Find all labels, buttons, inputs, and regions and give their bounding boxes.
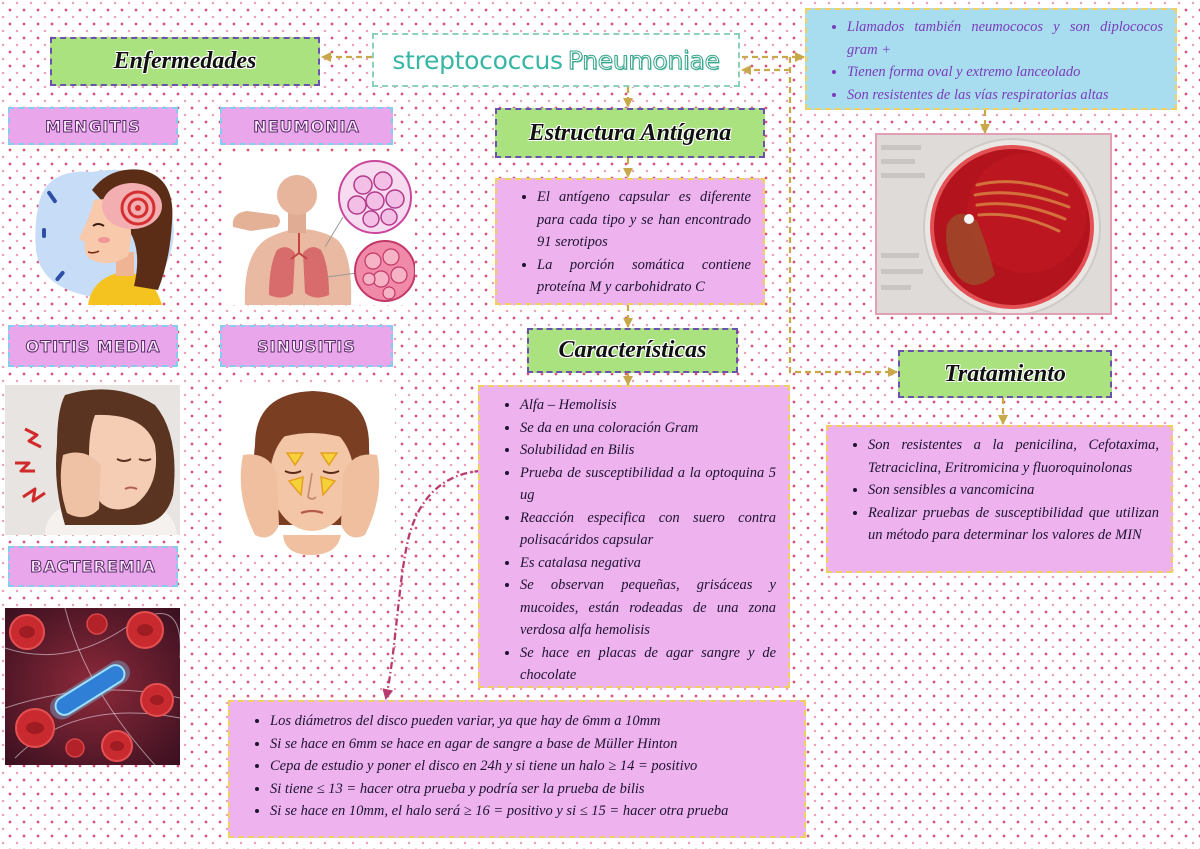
caracteristica-item: • Es catalasa negativa <box>520 552 776 575</box>
optochin-disk <box>964 214 974 224</box>
caracteristica-item: • Se observan pequeñas, grisáceas y mucoides, están rodeadas de una zona verdosa alfa hemolisis <box>520 574 776 642</box>
estructura-item: • La porción somática contiene proteína M y carbohidrato C <box>537 254 751 299</box>
disease-label-sinusitis: SINUSITIS <box>220 325 393 367</box>
optoquina-item: • Si se hace en 6mm se hace en agar de sangre a base de Müller Hinton <box>270 733 792 756</box>
optoquina-item: • Si tiene ≤ 13 = hacer otra prueba y podría ser la prueba de bilis <box>270 778 792 801</box>
caracteristica-item: • Solubilidad en Bilis <box>520 439 776 462</box>
caracteristica-item: • Se da en una coloración Gram <box>520 417 776 440</box>
title-box <box>372 33 740 87</box>
descripcion-item: • Llamados también neumococos y son diplococos gram + <box>847 16 1163 61</box>
caracteristicas-list <box>480 394 776 687</box>
otitis-media-illustration <box>5 385 180 535</box>
caracteristicas-heading: Características <box>527 328 738 373</box>
bacteremia-illustration <box>5 608 180 765</box>
inflamed-air-sacs <box>355 241 415 301</box>
tratamiento-box <box>826 425 1173 573</box>
caracteristica-item: • Se hace en placas de agar sangre y de chocolate <box>520 642 776 687</box>
pneumonia-illustration <box>225 155 415 305</box>
disease-label-neumonia: NEUMONIA <box>220 107 393 145</box>
title-genus: streptococcus <box>392 45 563 75</box>
title-species: Pneumoniae <box>567 45 720 75</box>
disease-label-otitis-media: OTITIS MEDIA <box>8 325 178 367</box>
optoquina-item: • Si se hace en 10mm, el halo será ≥ 16 = positivo y si ≤ 15 = hacer otra prueba <box>270 800 792 823</box>
tratamiento-heading: Tratamiento <box>898 350 1112 398</box>
estructura-item: • El antígeno capsular es diferente para cada tipo y se han encontrado 91 serotipos <box>537 186 751 254</box>
caracteristica-item: • Alfa – Hemolisis <box>520 394 776 417</box>
optoquina-item: • Cepa de estudio y poner el disco en 24h y si tiene un halo ≥ 14 = positivo <box>270 755 792 778</box>
blood-agar-plate-photo <box>875 133 1112 315</box>
optoquina-details-box <box>228 700 806 838</box>
enfermedades-heading: Enfermedades <box>50 37 320 86</box>
caracteristica-item: • Reacción especifica con suero contra polisacáridos capsular <box>520 507 776 552</box>
meningitis-illustration <box>30 160 180 305</box>
caracteristicas-box <box>478 385 790 688</box>
woman-figure <box>45 389 177 535</box>
descripcion-item: • Son resistentes de las vías respiratorias altas <box>847 84 1163 107</box>
estructura-list <box>497 186 751 299</box>
caracteristica-item: • Prueba de susceptibilidad a la optoquina 5 ug <box>520 462 776 507</box>
estructura-antigena-box <box>495 178 765 305</box>
tratamiento-list <box>828 434 1159 547</box>
disease-label-bacteremia: BACTEREMIA <box>8 546 178 587</box>
normal-air-sacs <box>339 161 411 233</box>
tratamiento-item: • Realizar pruebas de susceptibilidad que utilizan un método para determinar los valores de MIN <box>868 502 1159 547</box>
tratamiento-item: • Son resistentes a la penicilina, Cefotaxima, Tetraciclina, Eritromicina y fluoroquinolonas <box>868 434 1159 479</box>
hand-on-ear <box>61 453 101 518</box>
tratamiento-item: • Son sensibles a vancomicina <box>868 479 1159 502</box>
descripcion-list <box>807 16 1163 106</box>
estructura-antigena-heading: Estructura Antígena <box>495 108 765 158</box>
sinusitis-illustration <box>225 385 395 555</box>
optoquina-item: • Los diámetros del disco pueden variar, ya que hay de 6mm a 10mm <box>270 710 792 733</box>
descripcion-item: • Tienen forma oval y extremo lanceolado <box>847 61 1163 84</box>
disease-label-meningitis: MENGITIS <box>8 107 178 145</box>
descripcion-box <box>805 8 1177 110</box>
optoquina-list <box>230 710 792 823</box>
